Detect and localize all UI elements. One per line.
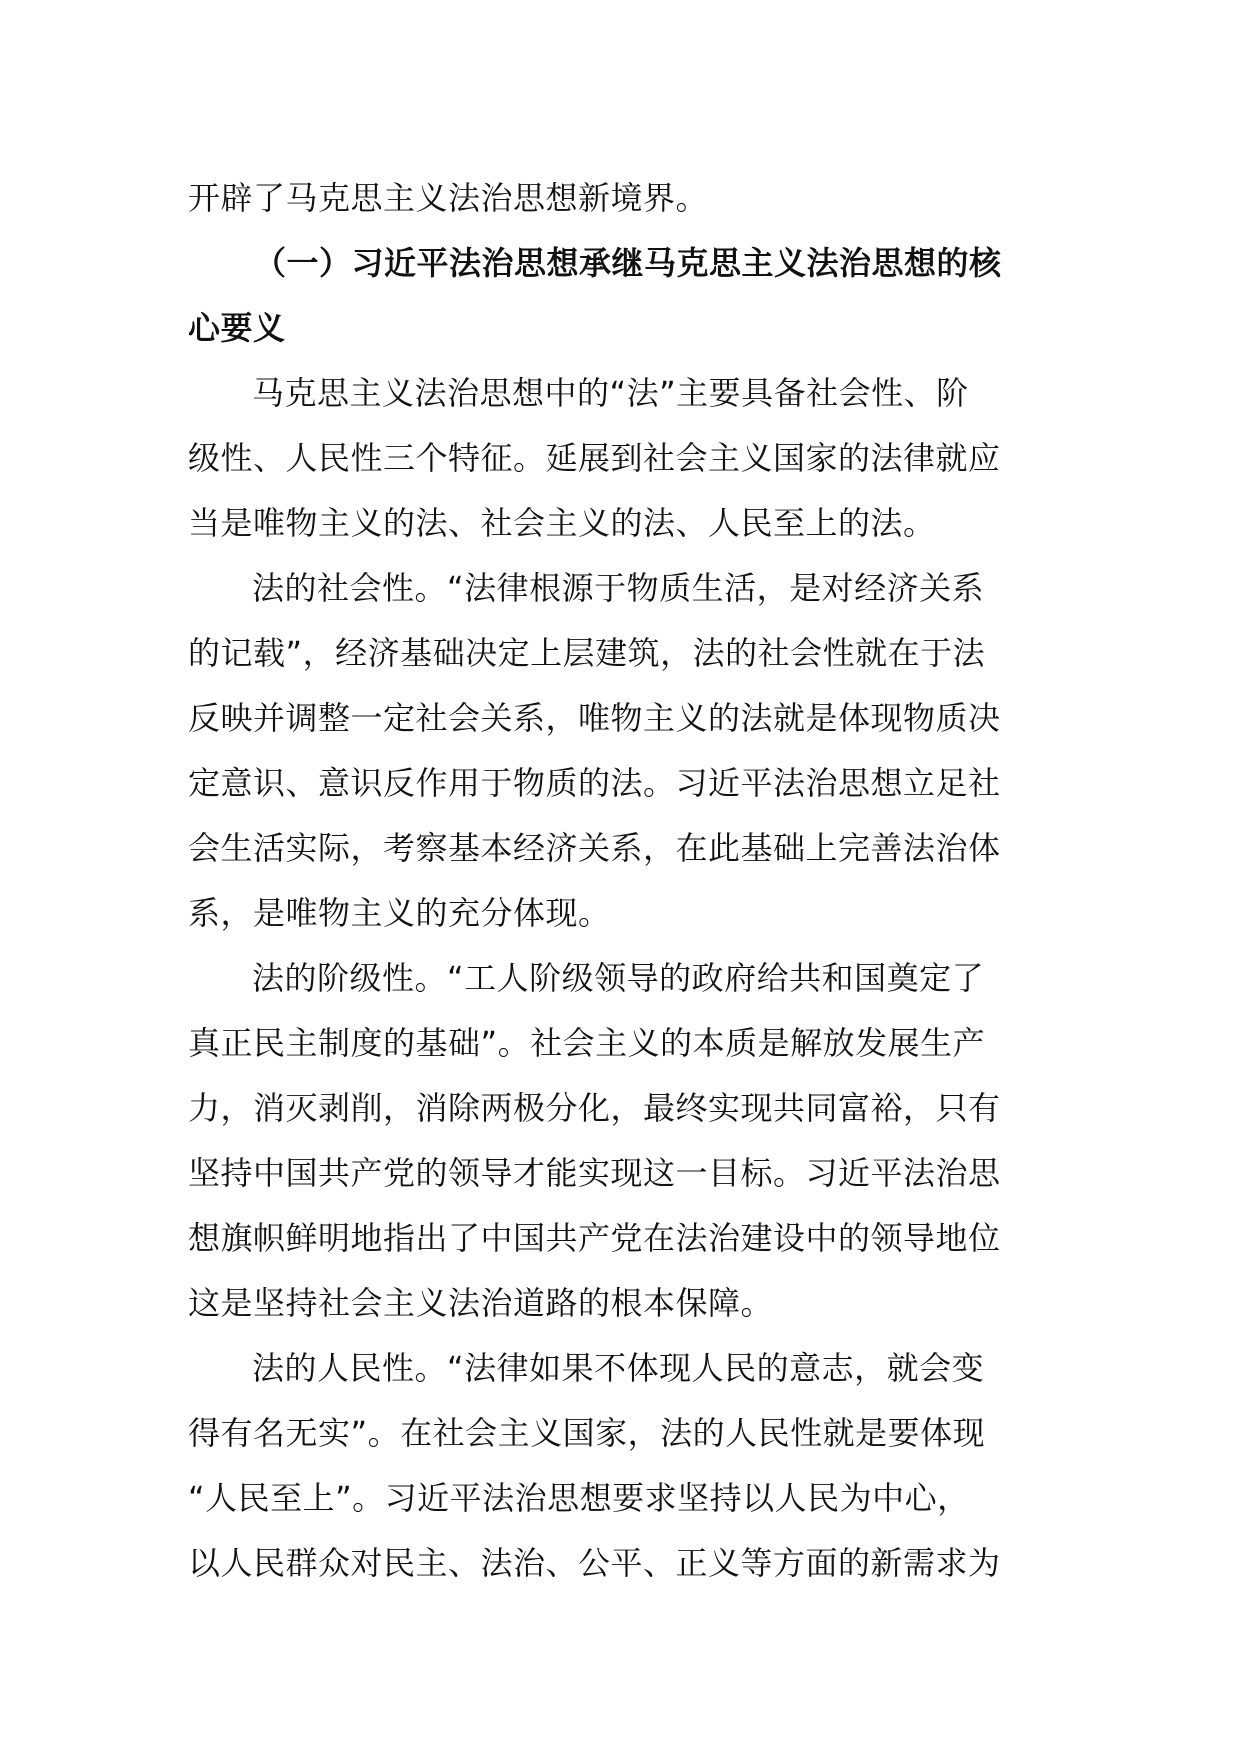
paragraph-people bbox=[188, 1336, 1056, 1596]
text-line: 真正民主制度的基础”。社会主义的本质是解放发展生产 bbox=[188, 1024, 986, 1062]
text-line: 会生活实际，考察基本经济关系，在此基础上完善法治体 bbox=[188, 829, 1001, 867]
text-line: 法的人民性。“法律如果不体现人民的意志，就会变 bbox=[252, 1349, 985, 1387]
text-line: 开辟了马克思主义法治思想新境界。 bbox=[188, 179, 709, 217]
heading-line: 心要义 bbox=[188, 309, 286, 347]
paragraph-social bbox=[188, 556, 1056, 946]
body-text bbox=[188, 166, 1056, 1596]
text-line: 以人民群众对民主、法治、公平、正义等方面的新需求为 bbox=[188, 1544, 1001, 1582]
text-line: 系，是唯物主义的充分体现。 bbox=[188, 894, 611, 932]
paragraph-intro bbox=[188, 361, 1056, 556]
text-line: 级性、人民性三个特征。延展到社会主义国家的法律就应 bbox=[188, 439, 1001, 477]
text-line: 的记载”，经济基础决定上层建筑，法的社会性就在于法 bbox=[188, 634, 986, 672]
text-line: 这是坚持社会主义法治道路的根本保障。 bbox=[188, 1284, 774, 1322]
text-line: 当是唯物主义的法、社会主义的法、人民至上的法。 bbox=[188, 504, 936, 542]
text-line: “人民至上”。习近平法治思想要求坚持以人民为中心， bbox=[188, 1479, 970, 1517]
heading-line: （一）习近平法治思想承继马克思主义法治思想的核 bbox=[254, 244, 1002, 282]
opening-paragraph bbox=[188, 166, 1056, 231]
section-heading bbox=[188, 231, 1056, 361]
paragraph-class bbox=[188, 946, 1056, 1336]
text-line: 法的社会性。“法律根源于物质生活，是对经济关系 bbox=[252, 569, 985, 607]
text-line: 马克思主义法治思想中的“法”主要具备社会性、阶 bbox=[252, 374, 969, 412]
text-line: 定意识、意识反作用于物质的法。习近平法治思想立足社 bbox=[188, 764, 1001, 802]
text-line: 反映并调整一定社会关系，唯物主义的法就是体现物质决 bbox=[188, 699, 1001, 737]
text-line: 力，消灭剥削，消除两极分化，最终实现共同富裕，只有 bbox=[188, 1089, 1001, 1127]
text-line: 想旗帜鲜明地指出了中国共产党在法治建设中的领导地位 bbox=[188, 1219, 1001, 1257]
text-line: 得有名无实”。在社会主义国家，法的人民性就是要体现 bbox=[188, 1414, 986, 1452]
text-line: 法的阶级性。“工人阶级领导的政府给共和国奠定了 bbox=[252, 959, 985, 997]
text-line: 坚持中国共产党的领导才能实现这一目标。习近平法治思 bbox=[188, 1154, 1001, 1192]
